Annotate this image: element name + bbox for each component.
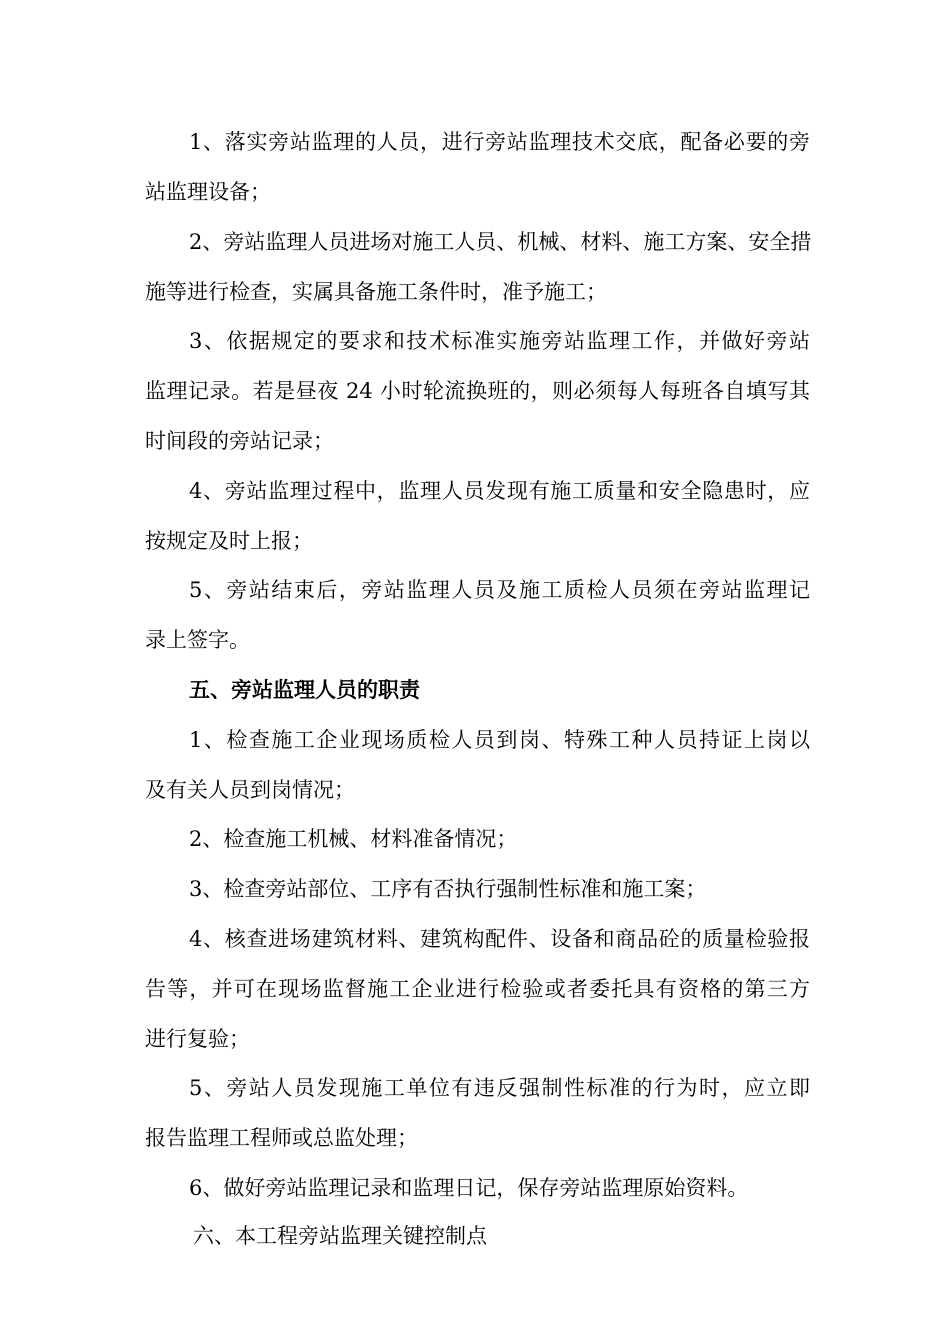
s5-item4-line1: 4、核查进场建筑材料、建筑构配件、设备和商品砼的质量检验报 bbox=[189, 927, 810, 951]
s4-item2-line2: 施等进行检查，实属具备施工条件时，准予施工； bbox=[145, 280, 607, 304]
s4-item5-line1: 5、旁站结束后，旁站监理人员及施工质检人员须在旁站监理记 bbox=[189, 578, 810, 602]
s4-item1-line2: 站监理设备； bbox=[145, 180, 271, 204]
s5-item3-line1: 3、检查旁站部位、工序有否执行强制性标准和施工案； bbox=[189, 877, 707, 901]
s4-item3-line3: 时间段的旁站记录； bbox=[145, 429, 334, 453]
s5-item4-line2: 告等，并可在现场监督施工企业进行检验或者委托具有资格的第三方 bbox=[145, 977, 810, 1001]
s4-item2-line1: 2、旁站监理人员进场对施工人员、机械、材料、施工方案、安全措 bbox=[189, 230, 812, 254]
section5-heading: 五、旁站监理人员的职责 bbox=[189, 677, 420, 702]
s4-item3-line1: 3、依据规定的要求和技术标准实施旁站监理工作，并做好旁站 bbox=[189, 329, 810, 353]
section6-heading: 六、本工程旁站监理关键控制点 bbox=[193, 1224, 487, 1248]
s5-item2-line1: 2、检查施工机械、材料准备情况； bbox=[189, 827, 518, 851]
s4-item1-line1: 1、落实旁站监理的人员，进行旁站监理技术交底，配备必要的旁 bbox=[189, 130, 810, 154]
s4-item4-line2: 按规定及时上报； bbox=[145, 529, 313, 553]
s5-item5-line1: 5、旁站人员发现施工单位有违反强制性标准的行为时，应立即 bbox=[189, 1076, 810, 1100]
s5-item1-line1: 1、检查施工企业现场质检人员到岗、特殊工种人员持证上岗以 bbox=[189, 728, 810, 752]
s4-item3-line2: 监理记录。若是昼夜 24 小时轮流换班的，则必须每人每班各自填写其 bbox=[145, 379, 810, 403]
s5-item1-line2: 及有关人员到岗情况； bbox=[145, 778, 355, 802]
s4-item5-line2: 录上签字。 bbox=[145, 628, 250, 652]
s5-item6-line1: 6、做好旁站监理记录和监理日记，保存旁站监理原始资料。 bbox=[189, 1176, 749, 1200]
s5-item4-line3: 进行复验； bbox=[145, 1027, 250, 1051]
s5-item5-line2: 报告监理工程师或总监处理； bbox=[145, 1126, 418, 1150]
s4-item4-line1: 4、旁站监理过程中，监理人员发现有施工质量和安全隐患时，应 bbox=[189, 479, 810, 503]
